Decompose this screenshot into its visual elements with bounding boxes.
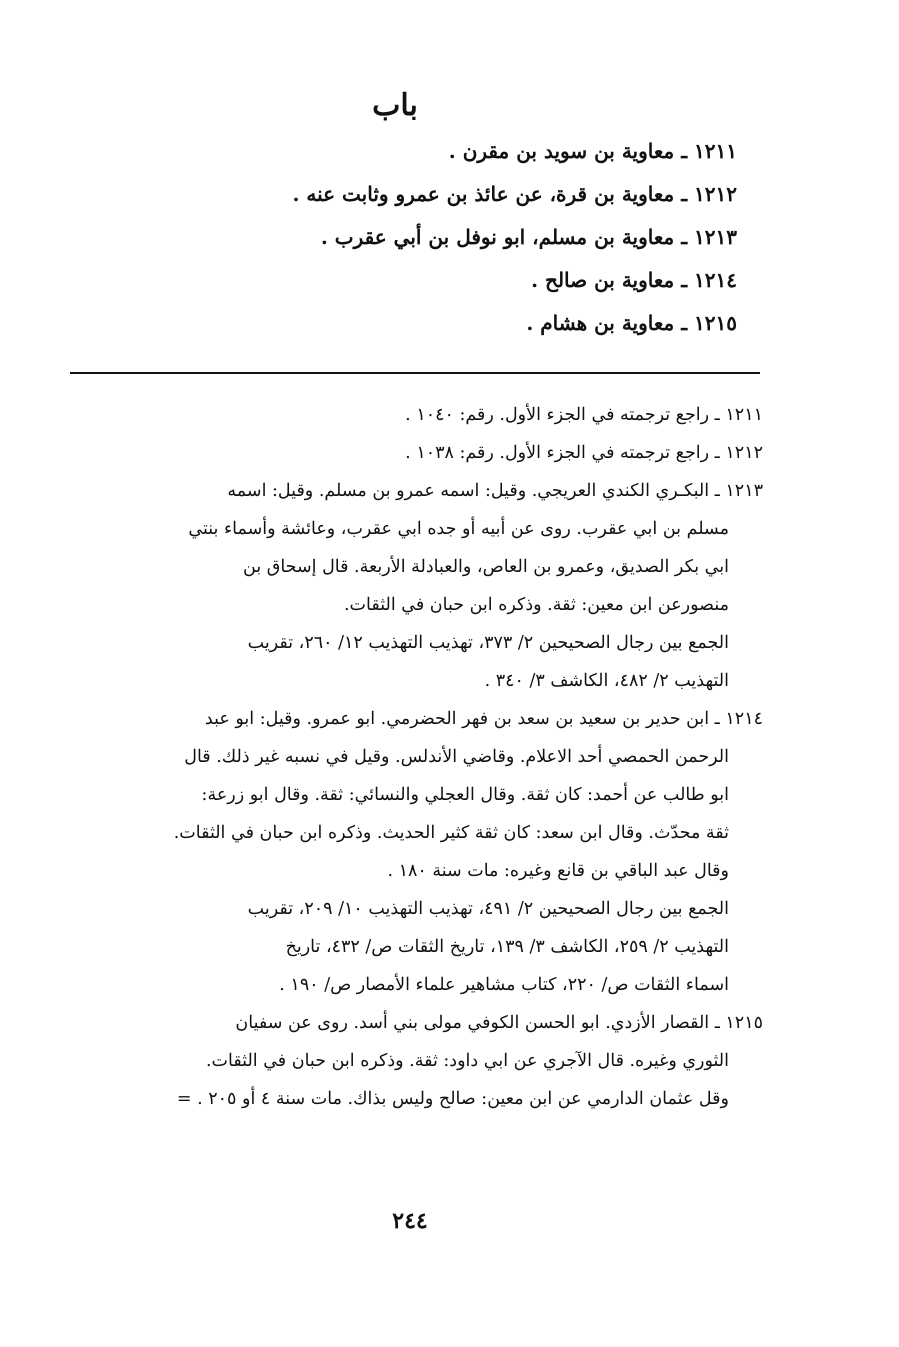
footnotes	[68, 396, 763, 1118]
footnote-line: منصورعن ابن معين: ثقة. وذكره ابن حبان في الثقات.	[343, 595, 729, 615]
page-number: ٢٤٤	[392, 1208, 428, 1234]
footnote-line: اسماء الثقات ص/ ٢٢٠، كتاب مشاهير علماء الأمصار ص/ ١٩٠ .	[279, 975, 729, 995]
entry-1211: ١٢١١ ـ معاوية بن سويد بن مقرن .	[448, 139, 737, 163]
footnote-line: التهذيب ٢/ ٢٥٩، الكاشف ٣/ ١٣٩، تاريخ الثقات ص/ ٤٣٢، تاريخ	[285, 937, 729, 957]
entry-1214: ١٢١٤ ـ معاوية بن صالح .	[531, 268, 737, 292]
footnote-line: الجمع بين رجال الصحيحين ٢/ ٣٧٣، تهذيب التهذيب ١٢/ ٢٦٠، تقريب	[247, 633, 729, 653]
footnote-divider	[70, 372, 760, 374]
footnote-line: التهذيب ٢/ ٤٨٢، الكاشف ٣/ ٣٤٠ .	[484, 671, 729, 691]
footnote-line: ١٢١٤ ـ ابن حدير بن سعيد بن سعد بن فهر الحضرمي. ابو عمرو. وقيل: ابو عبد	[204, 709, 763, 729]
footnote-line: ١٢١٢ ـ راجع ترجمته في الجزء الأول. رقم: ١٠٣٨ .	[405, 443, 763, 463]
entry-1215: ١٢١٥ ـ معاوية بن هشام .	[526, 311, 737, 335]
footnote-line: ١٢١٥ ـ القصار الأزدي. ابو الحسن الكوفي مولى بني أسد. روى عن سفيان	[235, 1013, 763, 1033]
footnote-line: الرحمن الحمصي أحد الاعلام. وقاضي الأندلس. وقيل في نسبه غير ذلك. قال	[184, 747, 729, 767]
chapter-heading: باب	[372, 88, 418, 123]
entry-1212: ١٢١٢ ـ معاوية بن قرة، عن عائذ بن عمرو وثابت عنه .	[292, 182, 737, 206]
entry-list	[177, 130, 737, 345]
footnote-line: ابي بكر الصديق، وعمرو بن العاص، والعبادلة الأربعة. قال إسحاق بن	[243, 557, 729, 577]
footnote-line: ١٢١٣ ـ البكـري الكندي العريجي. وقيل: اسمه عمرو بن مسلم. وقيل: اسمه	[227, 481, 763, 501]
footnote-line: مسلم بن ابي عقرب. روى عن أبيه أو جده ابي عقرب، وعائشة وأسماء بنتي	[188, 519, 729, 539]
footnote-line: ١٢١١ ـ راجع ترجمته في الجزء الأول. رقم: ١٠٤٠ .	[405, 405, 763, 425]
footnote-line: الثوري وغيره. قال الآجري عن ابي داود: ثقة. وذكره ابن حبان في الثقات.	[205, 1051, 729, 1071]
footnote-line: وقل عثمان الدارمي عن ابن معين: صالح وليس بذاك. مات سنة ٤ أو ٢٠٥ . =	[176, 1089, 729, 1109]
footnote-line: ثقة محدّث. وقال ابن سعد: كان ثقة كثير الحديث. وذكره ابن حبان في الثقات.	[173, 823, 729, 843]
footnote-line: ابو طالب عن أحمد: كان ثقة. وقال العجلي والنسائي: ثقة. وقال ابو زرعة:	[201, 785, 729, 805]
entry-1213: ١٢١٣ ـ معاوية بن مسلم، ابو نوفل بن أبي عقرب .	[320, 225, 737, 249]
footnote-line: وقال عبد الباقي بن قانع وغيره: مات سنة ١٨٠ .	[387, 861, 729, 881]
footnote-line: الجمع بين رجال الصحيحين ٢/ ٤٩١، تهذيب التهذيب ١٠/ ٢٠٩، تقريب	[247, 899, 729, 919]
